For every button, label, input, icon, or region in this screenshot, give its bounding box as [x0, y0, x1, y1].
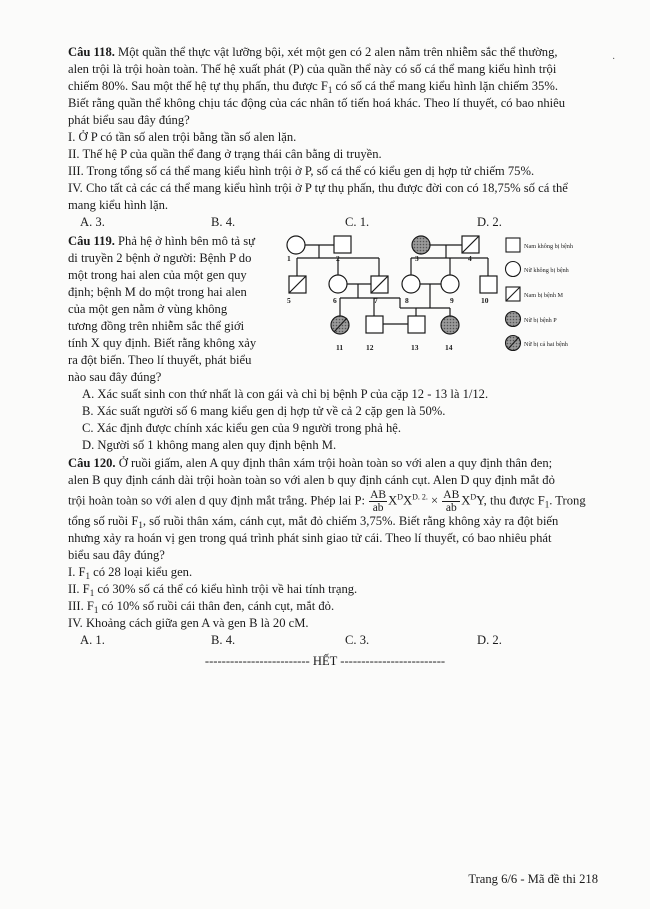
sub-1: 1: [89, 588, 95, 598]
x-chrom: X: [403, 493, 413, 508]
q118-statement-4a: IV. Cho tất cả các cá thể mang kiểu hình trội ở P tự thụ phấn, thu được đời con có 18,75% số cá thể: [68, 181, 568, 195]
individual-8: [402, 275, 420, 293]
s2c: có 30% số cá thể có kiểu hình trội về hai tính trạng.: [94, 582, 358, 596]
q120-option-a: A. 1.: [80, 633, 105, 647]
q120-text-3b: , thu được F: [483, 493, 545, 508]
label-5: 5: [287, 296, 291, 305]
genotype-fraction-female: [369, 489, 387, 514]
q120-line-4: [68, 513, 558, 530]
individual-7: [371, 276, 388, 293]
q119-line-7: tính X quy định. Biết rằng không xảy: [68, 336, 257, 350]
q120-text-1: Ở ruồi giấm, alen A quy định thân xám trội hoàn toàn so với alen a quy định thân đen;: [118, 456, 553, 470]
q120-statement-2: [68, 581, 357, 598]
q118-option-a: A. 3.: [80, 215, 105, 229]
q118-stem-line-5: phát biểu sau đây đúng?: [68, 113, 190, 127]
q118-stem-line-3: [68, 78, 558, 95]
individual-10: [480, 276, 497, 293]
x-chrom: X: [461, 493, 471, 508]
label-9: 9: [450, 296, 454, 305]
label-2: 2: [336, 254, 340, 263]
s2a: II. F: [68, 582, 90, 596]
sup-D: D: [397, 492, 403, 502]
q120-text-3a: trội hoàn toàn so với alen d quy định mắt trắng. Phép lai P:: [68, 493, 369, 508]
q119-line-2: di truyền 2 bệnh ở người: Bệnh P do: [68, 251, 252, 265]
q120-line-5: nhưng xảy ra hoán vị gen trong quá trình phát sinh giao tử cái. Theo lí thuyết, có bao nhiêu phát: [68, 531, 552, 545]
q120-line-6: biểu sau đây đúng?: [68, 548, 165, 562]
q120-number: Câu 120.: [68, 456, 116, 470]
q118-statement-4b: mang kiểu hình lặn.: [68, 198, 169, 212]
q120-option-b: B. 4.: [211, 633, 236, 647]
end-marker: ------------------------- HẾT -------------------------: [204, 654, 446, 668]
q118-option-c: C. 1.: [345, 215, 370, 229]
label-14: 14: [445, 343, 453, 352]
q119-option-a: A. Xác suất sinh con thứ nhất là con gái và chỉ bị bệnh P của cặp 12 - 13 là 1/12.: [82, 387, 489, 401]
label-7: 7: [374, 296, 378, 305]
q119-line-1: [68, 233, 255, 250]
q118-sub: 1: [327, 85, 333, 95]
legend-female-p-symbol: [506, 312, 521, 327]
legend-healthy-female-symbol: [506, 262, 521, 277]
q119-text-1: Phả hệ ở hình bên mô tả sự: [118, 234, 256, 248]
q118-number: Câu 118.: [68, 45, 115, 59]
individual-9: [441, 275, 459, 293]
sub-1: 1: [138, 520, 143, 530]
q120-line-1: [68, 455, 552, 472]
label-12: 12: [366, 343, 374, 352]
s3c: có 10% số ruồi cái thân đen, cánh cụt, mắt đỏ.: [98, 599, 335, 613]
label-3: 3: [415, 254, 419, 263]
frac-num: AB: [443, 489, 460, 501]
frac-num: AB: [370, 489, 387, 501]
y-chrom: Y: [476, 493, 484, 508]
q120-statement-4: IV. Khoảng cách giữa gen A và gen B là 20 cM.: [68, 616, 309, 630]
q120-text-4a: tổng số ruồi F: [68, 514, 139, 528]
q118-stem-3a: chiếm 80%. Sau một thế hệ tự thụ phấn, thu được F: [68, 79, 328, 93]
frac-den: ab: [445, 502, 457, 514]
pedigree-legend: [506, 238, 574, 351]
individual-14: [441, 316, 459, 334]
q120-statement-3: [68, 598, 334, 615]
q119-option-d: D. Người số 1 không mang alen quy định bệnh M.: [82, 438, 337, 452]
q118-stem-line-4: Biết rằng quần thể không chịu tác động của các nhân tố tiến hoá khác. Theo lí thuyết, có bao nhiêu: [68, 96, 566, 110]
genotype-fraction-male: [442, 489, 460, 514]
s1a: I. F: [68, 565, 86, 579]
q118-stem-3c: có số cá thể mang kiểu hình lặn chiếm 35%.: [332, 79, 558, 93]
legend-female-p: Nữ bị bệnh P: [524, 317, 557, 324]
sub-1: 1: [93, 605, 99, 615]
q119-line-9: nào sau đây đúng?: [68, 370, 162, 384]
individual-2: [334, 236, 351, 253]
q118-statement-2: II. Thế hệ P của quần thể đang ở trạng thái cân bằng di truyền.: [68, 147, 382, 161]
q118-stem-line-1: [68, 44, 558, 61]
frac-den: ab: [372, 502, 384, 514]
sub-1: 1: [544, 499, 550, 510]
label-4: 4: [468, 254, 472, 263]
page-footer: Trang 6/6 - Mã đề thi 218: [468, 872, 598, 886]
legend-female-both: Nữ bị cả hai bệnh: [524, 341, 568, 348]
sup-D: D: [470, 492, 477, 502]
individual-1: [287, 236, 305, 254]
label-6: 6: [333, 296, 337, 305]
individual-11: [331, 316, 349, 334]
q120-text-3d: . Trong: [549, 493, 586, 508]
q119-line-8: ra đột biến. Theo lí thuyết, phát biểu: [68, 353, 252, 367]
x-chrom: X: [388, 493, 398, 508]
q119-number: Câu 119.: [68, 234, 115, 248]
q119-line-3: một trong hai alen của một gen quy: [68, 268, 247, 282]
sub-1: 1: [85, 571, 90, 581]
individual-3: [412, 236, 430, 254]
q120-option-c: C. 3.: [345, 633, 370, 647]
legend-healthy-male: Nam không bị bệnh: [524, 243, 573, 250]
times-sign: ×: [427, 493, 442, 508]
q118-option-d: D. 2.: [477, 215, 502, 229]
individual-12: [366, 316, 383, 333]
individual-6: [329, 275, 347, 293]
q118-stem-line-2: alen trội là trội hoàn toàn. Thế hệ xuất phát (P) của quần thể này có số cá thể mang kiểu hình trội: [68, 62, 557, 76]
legend-male-m: Nam bị bệnh M: [524, 292, 564, 299]
pedigree-diagram: [278, 228, 588, 364]
q120-line-3: [68, 489, 586, 514]
label-10: 10: [481, 296, 489, 305]
q119-line-4: định; bệnh M do một trong hai alen: [68, 285, 247, 299]
q120-option-d: D. 2.: [477, 633, 502, 647]
sup-d: D. 2.: [412, 492, 428, 502]
q118-option-b: B. 4.: [211, 215, 236, 229]
label-11: 11: [336, 343, 344, 352]
q120-statement-1: [68, 564, 192, 581]
individual-4: [462, 236, 479, 253]
q119-line-6: tương đồng trên nhiễm sắc thể giới: [68, 319, 245, 333]
label-8: 8: [405, 296, 409, 305]
label-1: 1: [287, 254, 291, 263]
q119-option-b: B. Xác suất người số 6 mang kiểu gen dị hợp tử về cả 2 cặp gen là 50%.: [82, 404, 446, 418]
q118-stem-text-1: Một quần thể thực vật lưỡng bội, xét một gen có 2 alen nằm trên nhiễm sắc thể thường,: [118, 45, 558, 59]
q118-statement-3: III. Trong tổng số cá thể mang kiểu hình trội ở P, số cá thể có kiểu gen dị hợp tử chiếm 75%.: [68, 164, 535, 178]
legend-healthy-male-symbol: [506, 238, 520, 252]
scan-mark: ·: [612, 54, 616, 65]
q119-option-c: C. Xác định được chính xác kiểu gen của 9 người trong phả hệ.: [82, 421, 401, 435]
q120-line-2: alen B quy định cánh dài trội hoàn toàn so với alen b quy định cánh cụt. Alen D quy định mắt đỏ: [68, 473, 555, 487]
legend-healthy-female: Nữ không bị bệnh: [524, 267, 569, 274]
label-13: 13: [411, 343, 419, 352]
s1c: có 28 loại kiểu gen.: [90, 565, 193, 579]
q120-text-4c: , số ruồi thân xám, cánh cụt, mắt đỏ chiếm 3,75%. Biết rằng không xảy ra đột biến: [142, 514, 559, 528]
q118-statement-1: I. Ở P có tần số alen trội bằng tần số alen lặn.: [68, 130, 297, 144]
s3a: III. F: [68, 599, 94, 613]
individual-5: [289, 276, 306, 293]
q119-line-5: của một gen nằm ở vùng không: [68, 302, 228, 316]
individual-13: [408, 316, 425, 333]
